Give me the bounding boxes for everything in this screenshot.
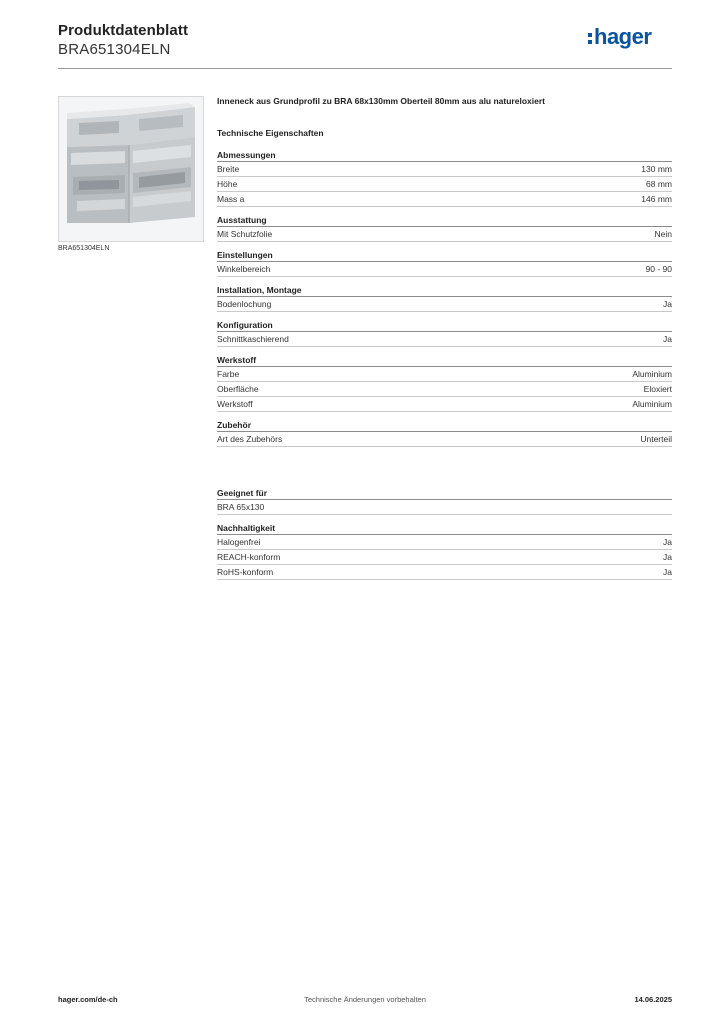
product-image [58,96,204,242]
page-footer [58,995,672,1009]
property-section [217,420,672,447]
svg-text:hager: hager [594,24,652,49]
property-row [217,177,672,192]
property-value: Aluminium [632,369,672,379]
property-label: Werkstoff [217,399,253,409]
property-row [217,367,672,382]
property-section [217,523,672,580]
property-section [217,320,672,347]
section-title: Nachhaltigkeit [217,523,672,535]
property-label: Oberfläche [217,384,259,394]
property-value: Aluminium [632,399,672,409]
property-section [217,488,672,515]
property-value: Unterteil [640,434,672,444]
property-value: 68 mm [646,179,672,189]
section-title: Ausstattung [217,215,672,227]
product-description: Inneneck aus Grundprofil zu BRA 68x130mm Oberteil 80mm aus alu natureloxiert [217,96,545,106]
page-header [58,22,672,68]
property-row [217,432,672,447]
section-title: Konfiguration [217,320,672,332]
footer-url[interactable]: hager.com/de-ch [58,995,118,1004]
property-value: Ja [663,537,672,547]
property-row [217,397,672,412]
section-title: Abmessungen [217,150,672,162]
property-value: 90 - 90 [645,264,672,274]
header-divider [58,68,672,69]
property-row [217,227,672,242]
section-title: Geeignet für [217,488,672,500]
property-value: Ja [663,567,672,577]
hager-logo [586,24,670,52]
property-row [217,500,672,515]
property-label: Breite [217,164,240,174]
property-value: Ja [663,334,672,344]
property-label: Winkelbereich [217,264,271,274]
property-row [217,550,672,565]
property-row [217,332,672,347]
property-label: Farbe [217,369,240,379]
property-value: 146 mm [641,194,672,204]
section-title: Zubehör [217,420,672,432]
technical-properties-heading: Technische Eigenschaften [217,128,324,138]
property-label: Mass a [217,194,245,204]
product-details [217,96,672,580]
property-value: Nein [654,229,672,239]
property-label: Halogenfrei [217,537,261,547]
footer-notice: Technische Änderungen vorbehalten [304,995,426,1004]
footer-date: 14.06.2025 [634,995,672,1004]
property-row [217,297,672,312]
image-caption: BRA651304ELN [58,245,110,252]
property-sections [217,150,672,447]
property-label: Schnittkaschierend [217,334,289,344]
property-label: Bodenlochung [217,299,272,309]
property-row [217,382,672,397]
property-section [217,215,672,242]
section-title: Einstellungen [217,250,672,262]
section-title: Installation, Montage [217,285,672,297]
property-label: RoHS-konform [217,567,274,577]
property-value: 130 mm [641,164,672,174]
property-row [217,262,672,277]
document-title: Produktdatenblatt [58,22,189,39]
property-label: BRA 65x130 [217,502,265,512]
property-section [217,150,672,207]
property-label: REACH-konform [217,552,281,562]
property-row [217,192,672,207]
property-row [217,565,672,580]
property-value: Ja [663,552,672,562]
property-label: Höhe [217,179,238,189]
property-value: Ja [663,299,672,309]
property-value: Eloxiert [643,384,672,394]
product-code: BRA651304ELN [58,41,171,58]
property-section [217,355,672,412]
property-label: Art des Zubehörs [217,434,283,444]
property-section [217,250,672,277]
property-row [217,535,672,550]
section-title: Werkstoff [217,355,672,367]
property-section [217,285,672,312]
section-gap [217,447,672,480]
property-row [217,162,672,177]
additional-sections [217,488,672,580]
inner-corner-illustration [59,97,203,241]
property-label: Mit Schutzfolie [217,229,273,239]
